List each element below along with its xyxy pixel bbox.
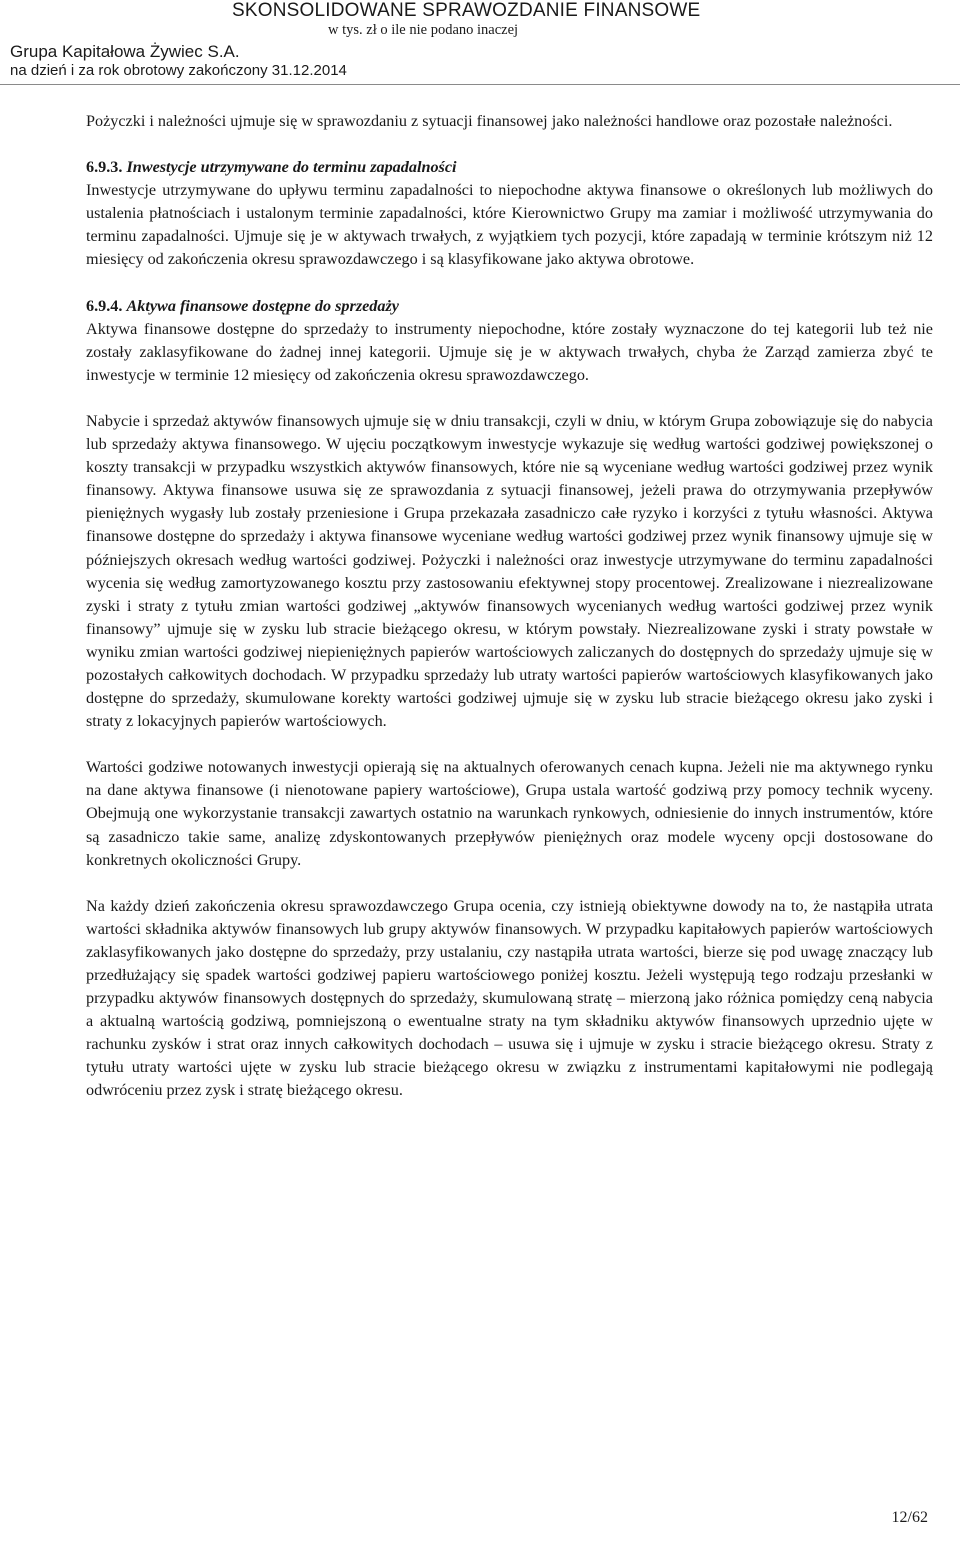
section-title: Aktywa finansowe dostępne do sprzedaży [126,296,399,315]
section-number: 6.9.3. [86,158,123,177]
section-number: 6.9.4. [86,296,123,315]
section-paragraph: Inwestycje utrzymywane do upływu terminu zapadalności to niepochodne aktywa finansowe o określonych lub możliwych do ustalenia płatnościach i ustalonym terminie zapadalności, które Kierownictwo Grupy ma zamiar i możliwość utrzymywania do terminu zapadalności. Ujmuje się je w aktywach trwałych, z wyjątkiem tych pozycji, które zapadają w terminie krótszym niż 12 miesięcy od zakończenia okresu sprawozdawczego i są klasyfikowane jako aktywa obrotowe. [86,181,933,269]
report-title: SKONSOLIDOWANE SPRAWOZDANIE FINANSOWE [232,0,701,21]
paragraph-fair-value: Wartości godziwe notowanych inwestycji opierają się na aktualnych oferowanych cenach kupna. Jeżeli nie ma aktywnego rynku na dane aktywa finansowe (i nienotowane papiery wartościowe), Grupa ustala wartość godziwą przy pomocy technik wyceny. Obejmują one wykorzystanie transakcji zawartych ostatnio na warunkach rynkowych, odniesienie do innych instrumentów, które są zasadniczo takie same, analizę zdyskontowanych przepływów pieniężnych oraz modele wyceny opcji dostosowane do konkretnych okoliczności Grupy. [86,758,933,869]
company-name: Grupa Kapitałowa Żywiec S.A. [10,42,240,61]
page-number: 12/62 [891,1509,928,1526]
paragraph-recognition: Nabycie i sprzedaż aktywów finansowych ujmuje się w dniu transakcji, czyli w dniu, w którym Grupa zobowiązuje się do nabycia lub sprzedaży aktywa finansowego. W ujęciu początkowym inwestycje wykazuje się według wartości godziwej powiększonej o koszty transakcji w przypadku wszystkich aktywów finansowych, które nie są wyceniane według wartości godziwej przez wynik finansowy. Aktywa finansowe usuwa się ze sprawozdania z sytuacji finansowej, jeżeli prawa do otrzymywania przepływów pieniężnych wygasły lub zostały przeniesione i Grupa przekazała zasadniczo całe ryzyko i korzyści z tytułu własności. Aktywa finansowe dostępne do sprzedaży i aktywa finansowe wyceniane według wartości godziwej przez wynik finansowy ujmuje się w późniejszych okresach według wartości godziwej. Pożyczki i należności oraz inwestycje utrzymywane do terminu zapadalności wycenia się według zamortyzowanego kosztu przy zastosowaniu efektywnej stopy procentowej. Zrealizowane i niezrealizowane zyski i straty z tytułu zmian wartości godziwej „aktywów finansowych wycenianych według wartości godziwej przez wynik finansowy” ujmuje się w zysku lub stracie bieżącego okresu, w którym powstały. Niezrealizowane zyski i straty powstałe w wyniku zmian wartości godziwej niepieniężnych papierów wartościowych zaliczanych do dostępnych do sprzedaży ujmuje się w pozostałych całkowitych dochodach. W przypadku sprzedaży lub utraty wartości papierów wartościowych klasyfikowanych jako dostępne do sprzedaży, skumulowane korekty wartości godziwej ujmuje się w zysku lub stracie bieżącego okresu jako zyski i straty z lokacyjnych papierów wartościowych. [86,411,933,731]
page-header [0,0,960,86]
reporting-period: na dzień i za rok obrotowy zakończony 31.12.2014 [10,62,347,79]
paragraph-impairment: Na każdy dzień zakończenia okresu sprawozdawczego Grupa ocenia, czy istnieją obiektywne dowody na to, że nastąpiła utrata wartości składnika aktywów finansowych lub grupy aktywów finansowych. W przypadku kapitałowych papierów wartościowych zaklasyfikowanych jako dostępne do sprzedaży, przy ustalaniu, czy nastąpiła utrata wartości, bierze się pod uwagę znaczący lub przedłużający się spadek wartości godziwej papieru wartościowego poniżej kosztu. Jeżeli występują tego rodzaju przesłanki w przypadku aktywów finansowych dostępnych do sprzedaży, skumulowaną stratę – mierzoną jako różnica pomiędzy ceną nabycia a aktualną wartością godziwą, pomniejszoną o ewentualne straty na tym składniku aktywów finansowych uprzednio ujęte w rachunku zysków i strat oraz innych całkowitych dochodach – usuwa się i ujmuje w zysku i stracie bieżącego okresu. Straty z tytułu utraty wartości ujęte w zysku lub stracie bieżącego okresu w związku z instrumentami kapitałowymi nie podlegają odwróceniu przez zysk i stratę bieżącego okresu. [86,896,933,1100]
intro-paragraph: Pożyczki i należności ujmuje się w sprawozdaniu z sytuacji finansowej jako należności handlowe oraz pozostałe należności. [86,112,893,130]
section-heading-6-9-3 [86,156,933,179]
section-paragraph: Aktywa finansowe dostępne do sprzedaży to instrumenty niepochodne, które zostały wyznaczone do tej kategorii lub też nie zostały zaklasyfikowane do żadnej innej kategorii. Ujmuje się je w aktywach trwałych, chyba że Zarząd zamierza zbyć te inwestycje w terminie 12 miesięcy od zakończenia okresu sprawozdawczego. [86,319,933,384]
section-title: Inwestycje utrzymywane do terminu zapadalności [126,158,457,177]
currency-note: w tys. zł o ile nie podano inaczej [328,22,519,38]
document-body [86,110,933,1103]
header-divider [0,84,960,85]
section-heading-6-9-4 [86,295,933,318]
